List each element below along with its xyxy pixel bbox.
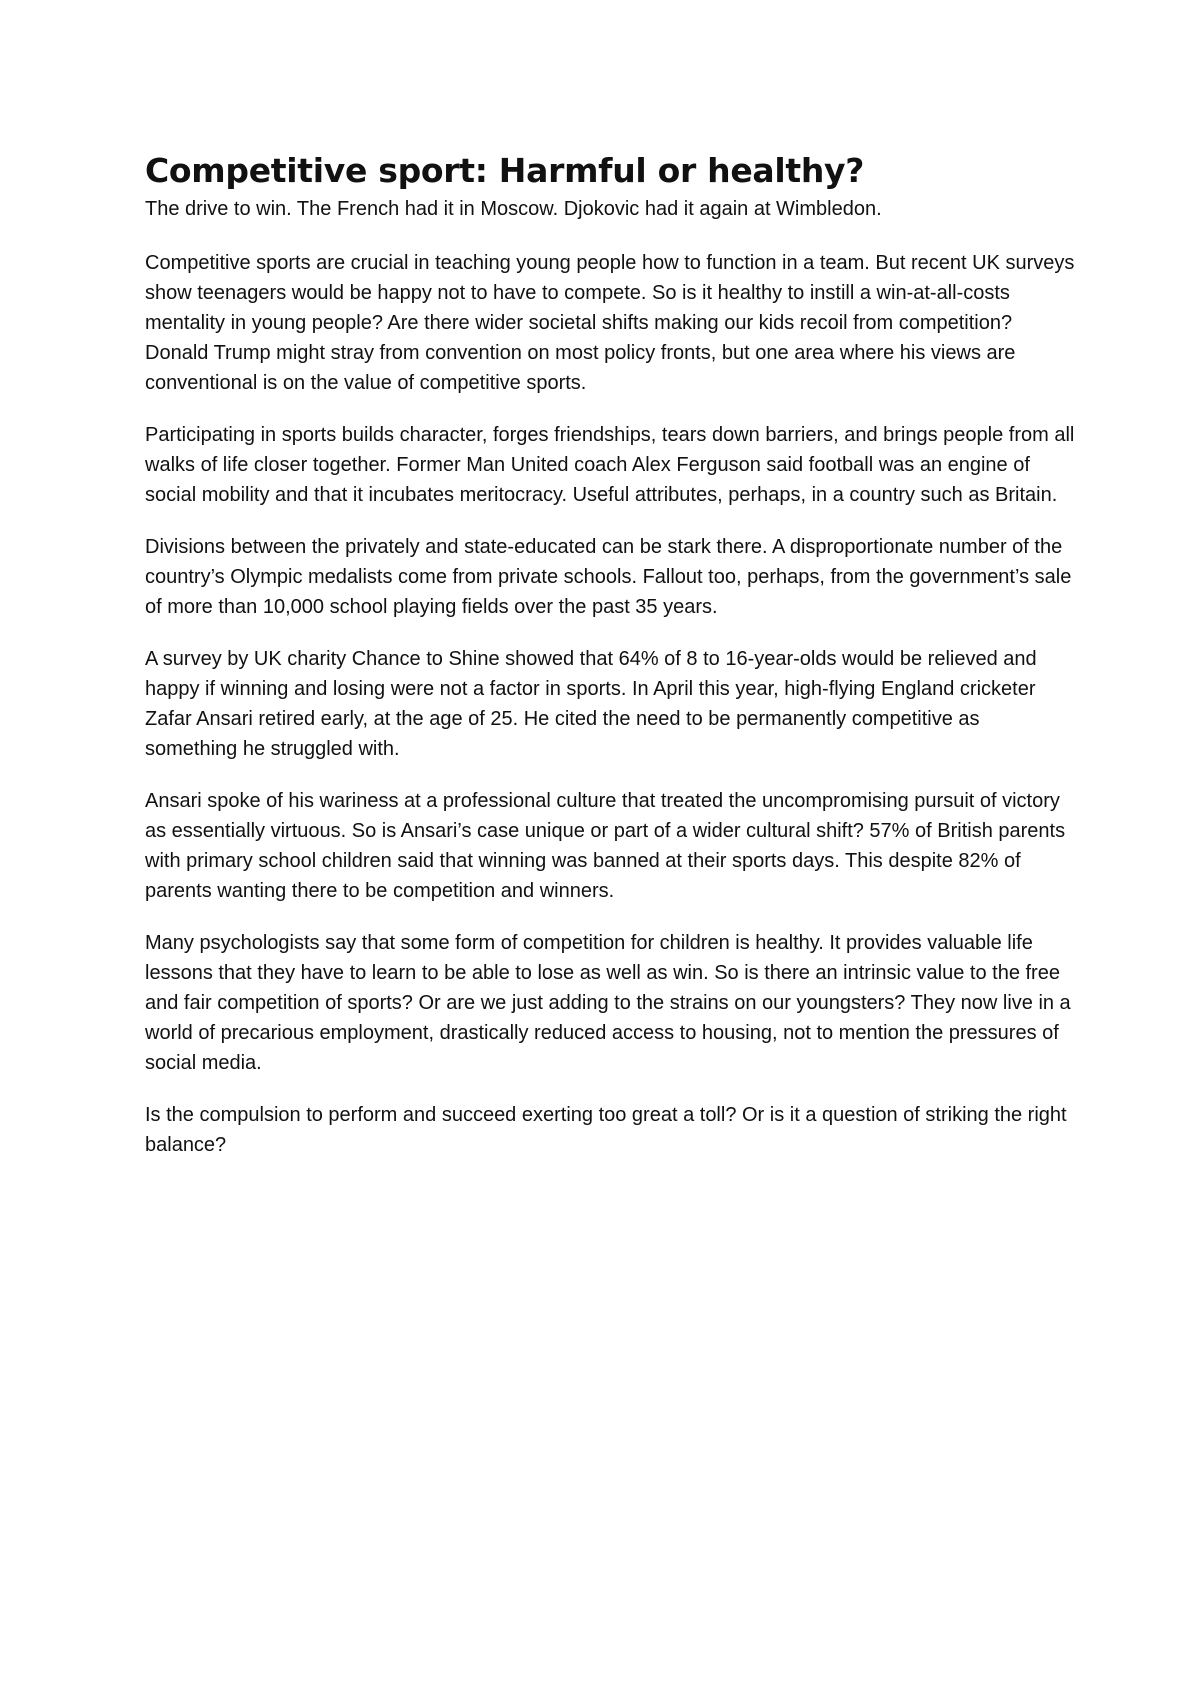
document-title: Competitive sport: Harmful or healthy? — [145, 151, 865, 190]
paragraph-6: Many psychologists say that some form of competition for children is healthy. It provides valuable life lessons that they have to learn to be able to lose as well as win. So is there an intrinsic value to the free and fair competition of sports? Or are we just adding to the strains on our youngsters? They now live in a world of precarious employment, drastically reduced access to housing, not to mention the pressures of social media. — [145, 932, 1071, 1074]
document-subtitle: The drive to win. The French had it in Moscow. Djokovic had it again at Wimbledon. — [145, 198, 882, 220]
paragraph-7: Is the compulsion to perform and succeed exerting too great a toll? Or is it a question of striking the right balance? — [145, 1104, 1067, 1156]
paragraph-2: Participating in sports builds character, forges friendships, tears down barriers, and brings people from all walks of life closer together. Former Man United coach Alex Ferguson said football was an engine of social mobility and that it incubates meritocracy. Useful attributes, perhaps, in a country such as Britain. — [145, 424, 1075, 506]
paragraph-3: Divisions between the privately and state-educated can be stark there. A disproportionate number of the country’s Olympic medalists come from private schools. Fallout too, perhaps, from the government’s sale of more than 10,000 school playing fields over the past 35 years. — [145, 536, 1072, 618]
document-body — [145, 148, 1075, 1182]
paragraph-4: A survey by UK charity Chance to Shine showed that 64% of 8 to 16-year-olds would be relieved and happy if winning and losing were not a factor in sports. In April this year, high-flying England cricketer Zafar Ansari retired early, at the age of 25. He cited the need to be permanently competitive as something he struggled with. — [145, 648, 1037, 760]
paragraph-1: Competitive sports are crucial in teaching young people how to function in a team. But recent UK surveys show teenagers would be happy not to have to compete. So is it healthy to instill a win-at-all-costs mentality in young people? Are there wider societal shifts making our kids recoil from competition? Donald Trump might stray from convention on most policy fronts, but one area where his views are conventional is on the value of competitive sports. — [145, 252, 1075, 394]
paragraph-5: Ansari spoke of his wariness at a professional culture that treated the uncompromising pursuit of victory as essentially virtuous. So is Ansari’s case unique or part of a wider cultural shift? 57% of British parents with primary school children said that winning was banned at their sports days. This despite 82% of parents wanting there to be competition and winners. — [145, 790, 1066, 902]
